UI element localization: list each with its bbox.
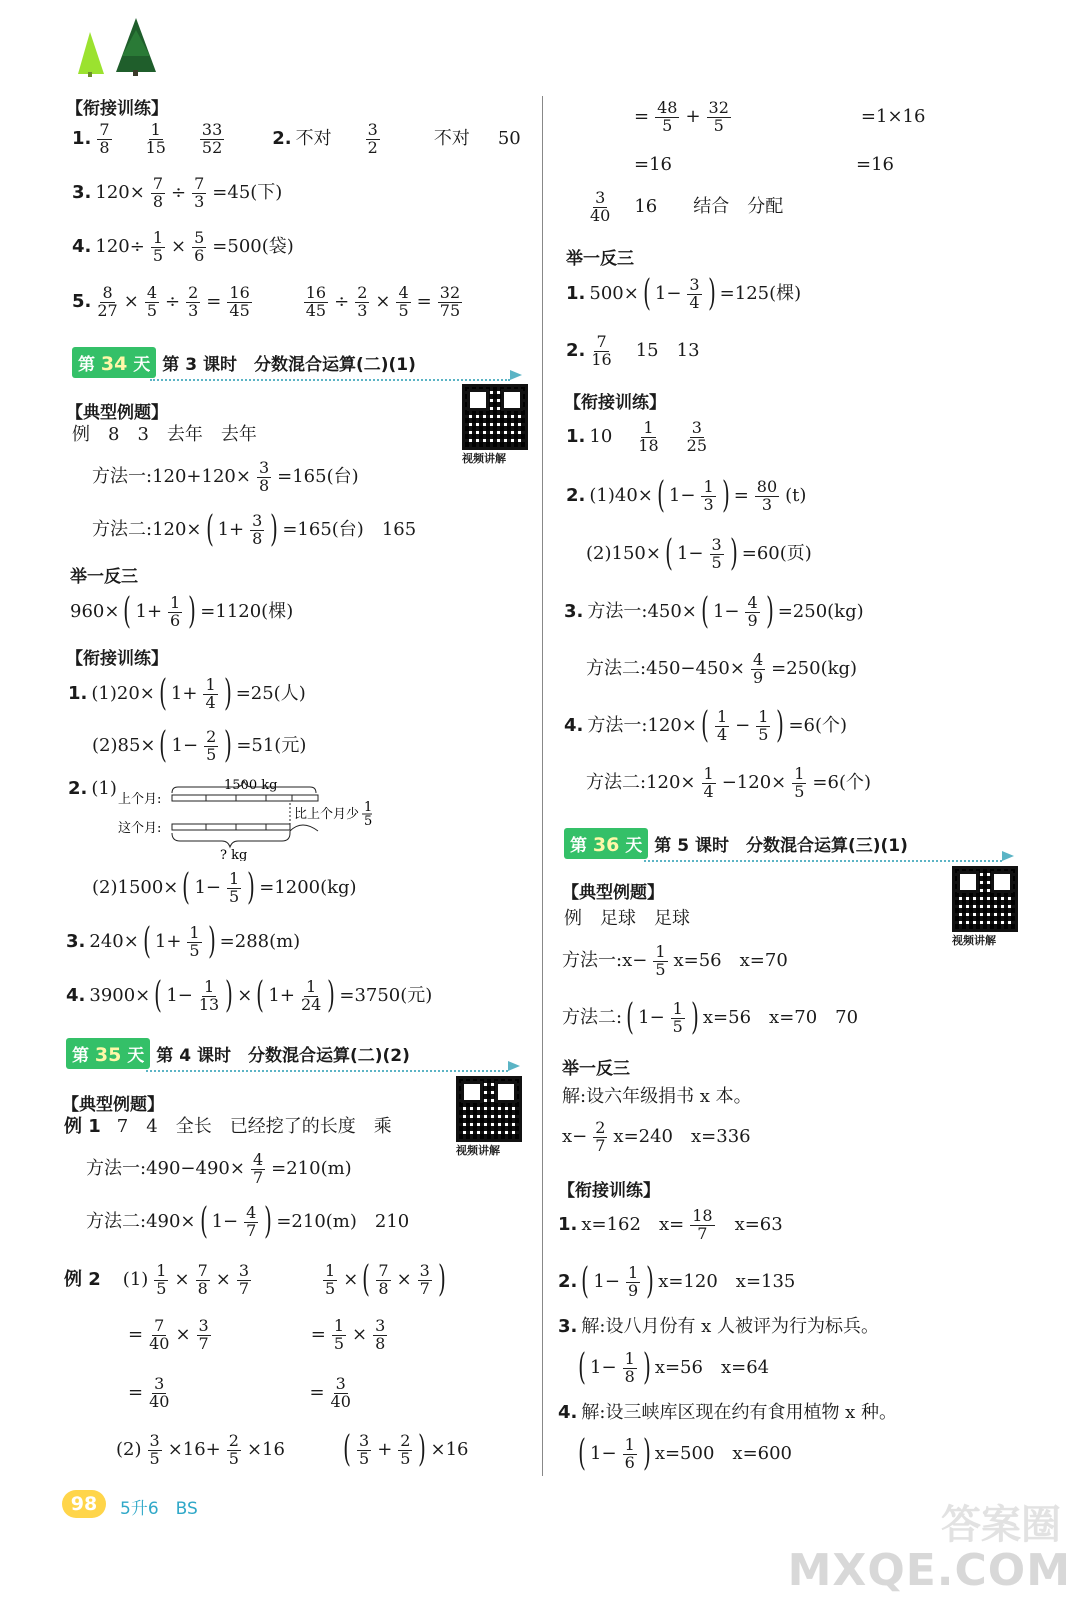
page-number: 98 [62,1490,106,1518]
answer-line: $\frac{3}{40}$ 16 结合 分配 [590,188,784,225]
day-badge: 第 34 天 [72,347,156,378]
dotted-rule [146,1070,508,1072]
answer-line: 4. 解:设三峡库区现在约有食用植物 x 种。 [558,1402,898,1423]
section-heading: 举一反三 [562,1059,630,1079]
answer-line: 3. 方法一:450× ( 1− $\frac{4}{9}$ ) =250(kg) [564,591,864,632]
section-heading: 举一反三 [70,567,138,587]
watermark-url: MXQE.COM [787,1545,1071,1596]
method-1-line: 方法一:x− $\frac{1}{5}$ x=56 x=70 [562,942,788,979]
qr-code-icon[interactable] [952,866,1018,932]
answer-line: 2. $\frac{7}{16}$ 15 13 [566,332,700,369]
answer-line: (2)150× ( 1− $\frac{3}{5}$ ) =60(页) [586,533,812,574]
diagram-side-label: 比上个月少 [294,807,360,822]
answer-line: 1. x=162 x= $\frac{18}{7}$ x=63 [558,1206,783,1243]
section-heading: 【衔接训练】 [66,99,168,119]
answer-line: = $\frac{48}{5}$ + $\frac{32}{5}$ =1×16 [634,98,926,135]
section-heading: 【典型例题】 [562,883,664,903]
diagram-bottom-label: ? kg [220,848,248,861]
qr-code-icon[interactable] [462,384,528,450]
svg-text:1: 1 [364,800,373,815]
example-line: 例 8 3 去年 去年 [72,424,257,445]
answer-line: 2. (1) [68,778,117,799]
equation-line: x− $\frac{2}{7}$ x=240 x=336 [562,1118,751,1155]
section-heading: 【典型例题】 [66,403,168,423]
example-line: 例 1 7 4 全长 已经挖了的长度 乘 [64,1116,392,1137]
method-1-line: 方法一:120+120× $\frac{3}{8}$ =165(台) [92,458,359,495]
example-2-line: 例 2 (1) $\frac{1}{5}$ × $\frac{7}{8}$ × $\frac{3}{7}$ $\frac{1}{5}$ × ( $\frac{7}{8}$ × $\frac{3}{7}$ ) [64,1259,446,1300]
answer-line: 2. ( 1− $\frac{1}{9}$ ) x=120 x=135 [558,1261,796,1302]
answer-line: 1. 10 $\frac{1}{18}$ $\frac{3}{25}$ [566,418,707,455]
answer-line-3: 3. 120× $\frac{7}{8}$ ÷ $\frac{7}{3}$ =45(下) [72,174,283,211]
qr-label: 视频讲解 [456,1144,500,1157]
svg-text:5: 5 [364,814,373,829]
answer-line: 1. (1)20× ( 1+ $\frac{1}{4}$ ) =25(人) [68,673,306,714]
section-heading: 【衔接训练】 [558,1181,660,1201]
method-2-line: 方法二:490× ( 1− $\frac{4}{7}$ ) =210(m) 210 [86,1201,410,1242]
answer-line: (2)1500× ( 1− $\frac{1}{5}$ ) =1200(kg) [92,867,357,908]
answer-line: 4. 3900× ( 1− $\frac{1}{13}$ ) × ( 1+ $\frac{1}{24}$ ) =3750(元) [66,975,433,1016]
arrow-icon [510,370,522,380]
answer-line: ( 1− $\frac{1}{8}$ ) x=56 x=64 [578,1347,770,1388]
answer-line: 3. 解:设八月份有 x 人被评为行为标兵。 [558,1316,880,1337]
diagram-row1: 上个月: [118,792,162,807]
qr-label: 视频讲解 [952,934,996,947]
section-heading: 【衔接训练】 [564,393,666,413]
section-heading: 【典型例题】 [62,1095,164,1115]
answer-line: =16 =16 [634,154,894,175]
section-heading: 举一反三 [566,249,634,269]
footer-label: 5升6 BS [120,1499,198,1519]
answer-line: 方法二:120× $\frac{1}{4}$ −120× $\frac{1}{5}$ =6(个) [586,764,872,801]
diagram-top-label: 1500 kg [224,778,278,793]
day-badge: 第 36 天 [564,828,648,859]
qr-label: 视频讲解 [462,452,506,465]
answer-line: ( 1− $\frac{1}{6}$ ) x=500 x=600 [578,1433,793,1474]
method-1-line: 方法一:490−490× $\frac{4}{7}$ =210(m) [86,1150,352,1187]
answer-line-5: 5. $\frac{8}{27}$ × $\frac{4}{5}$ ÷ $\frac{2}{3}$ = $\frac{16}{45}$ $\frac{16}{45}$ ÷ $\frac{2}{3}$ × $\frac{4}{5}$ = $\frac{32}{75}$ [72,283,461,320]
arrow-icon [1002,851,1014,861]
day-badge: 第 35 天 [66,1038,150,1069]
example-line: 例 足球 足球 [564,908,690,929]
line-segment-diagram [116,775,376,861]
example-2-step: = $\frac{7}{40}$ × $\frac{3}{7}$ = $\frac{1}{5}$ × $\frac{3}{8}$ [128,1316,386,1353]
answer-line: (2)85× ( 1− $\frac{2}{5}$ ) =51(元) [92,725,307,766]
answer-line-1: 1. $\frac{7}{8}$ $\frac{1}{15}$ $\frac{33}{52}$ 2. 不对 $\frac{3}{2}$ 不对 50 [72,120,521,157]
method-2-line: 方法二: ( 1− $\frac{1}{5}$ ) x=56 x=70 70 [562,997,859,1038]
diagram-row2: 这个月: [118,821,162,836]
answer-line: 方法二:450−450× $\frac{4}{9}$ =250(kg) [586,650,858,687]
answer-line: 4. 方法一:120× ( $\frac{1}{4}$ − $\frac{1}{5}$ ) =6(个) [564,705,848,746]
practice-line: 960× ( 1+ $\frac{1}{6}$ ) =1120(棵) [70,591,294,632]
answer-line: 3. 240× ( 1+ $\frac{1}{5}$ ) =288(m) [66,921,301,962]
example-2-result: = $\frac{3}{40}$ = $\frac{3}{40}$ [128,1374,351,1411]
qr-code-icon[interactable] [456,1076,522,1142]
section-heading: 【衔接训练】 [66,649,168,669]
method-2-line: 方法二:120× ( 1+ $\frac{3}{8}$ ) =165(台) 165 [92,509,417,550]
dotted-rule [644,860,1002,862]
column-divider [542,96,543,1476]
trees-logo [74,16,164,78]
solution-line: 解:设六年级捐书 x 本。 [562,1086,752,1107]
example-2-part2: (2) $\frac{3}{5}$ ×16+ $\frac{2}{5}$ ×16 ( $\frac{3}{5}$ + $\frac{2}{5}$ ) ×16 [116,1429,469,1470]
day-34-header: 第 34 天 第 3 课时 分数混合运算(二)(1) [72,347,416,377]
day-36-header: 第 36 天 第 5 课时 分数混合运算(三)(1) [564,828,908,858]
watermark-logo: 答案圈 [941,1502,1061,1548]
answer-line: 1. 500× ( 1− $\frac{3}{4}$ ) =125(棵) [566,273,802,314]
answer-line-4: 4. 120÷ $\frac{1}{5}$ × $\frac{5}{6}$ =500(袋) [72,228,294,265]
dotted-rule [150,379,510,381]
arrow-icon [508,1061,520,1071]
day-35-header: 第 35 天 第 4 课时 分数混合运算(二)(2) [66,1038,410,1068]
answer-line: 2. (1)40× ( 1− $\frac{1}{3}$ ) = $\frac{80}{3}$ (t) [566,475,807,516]
